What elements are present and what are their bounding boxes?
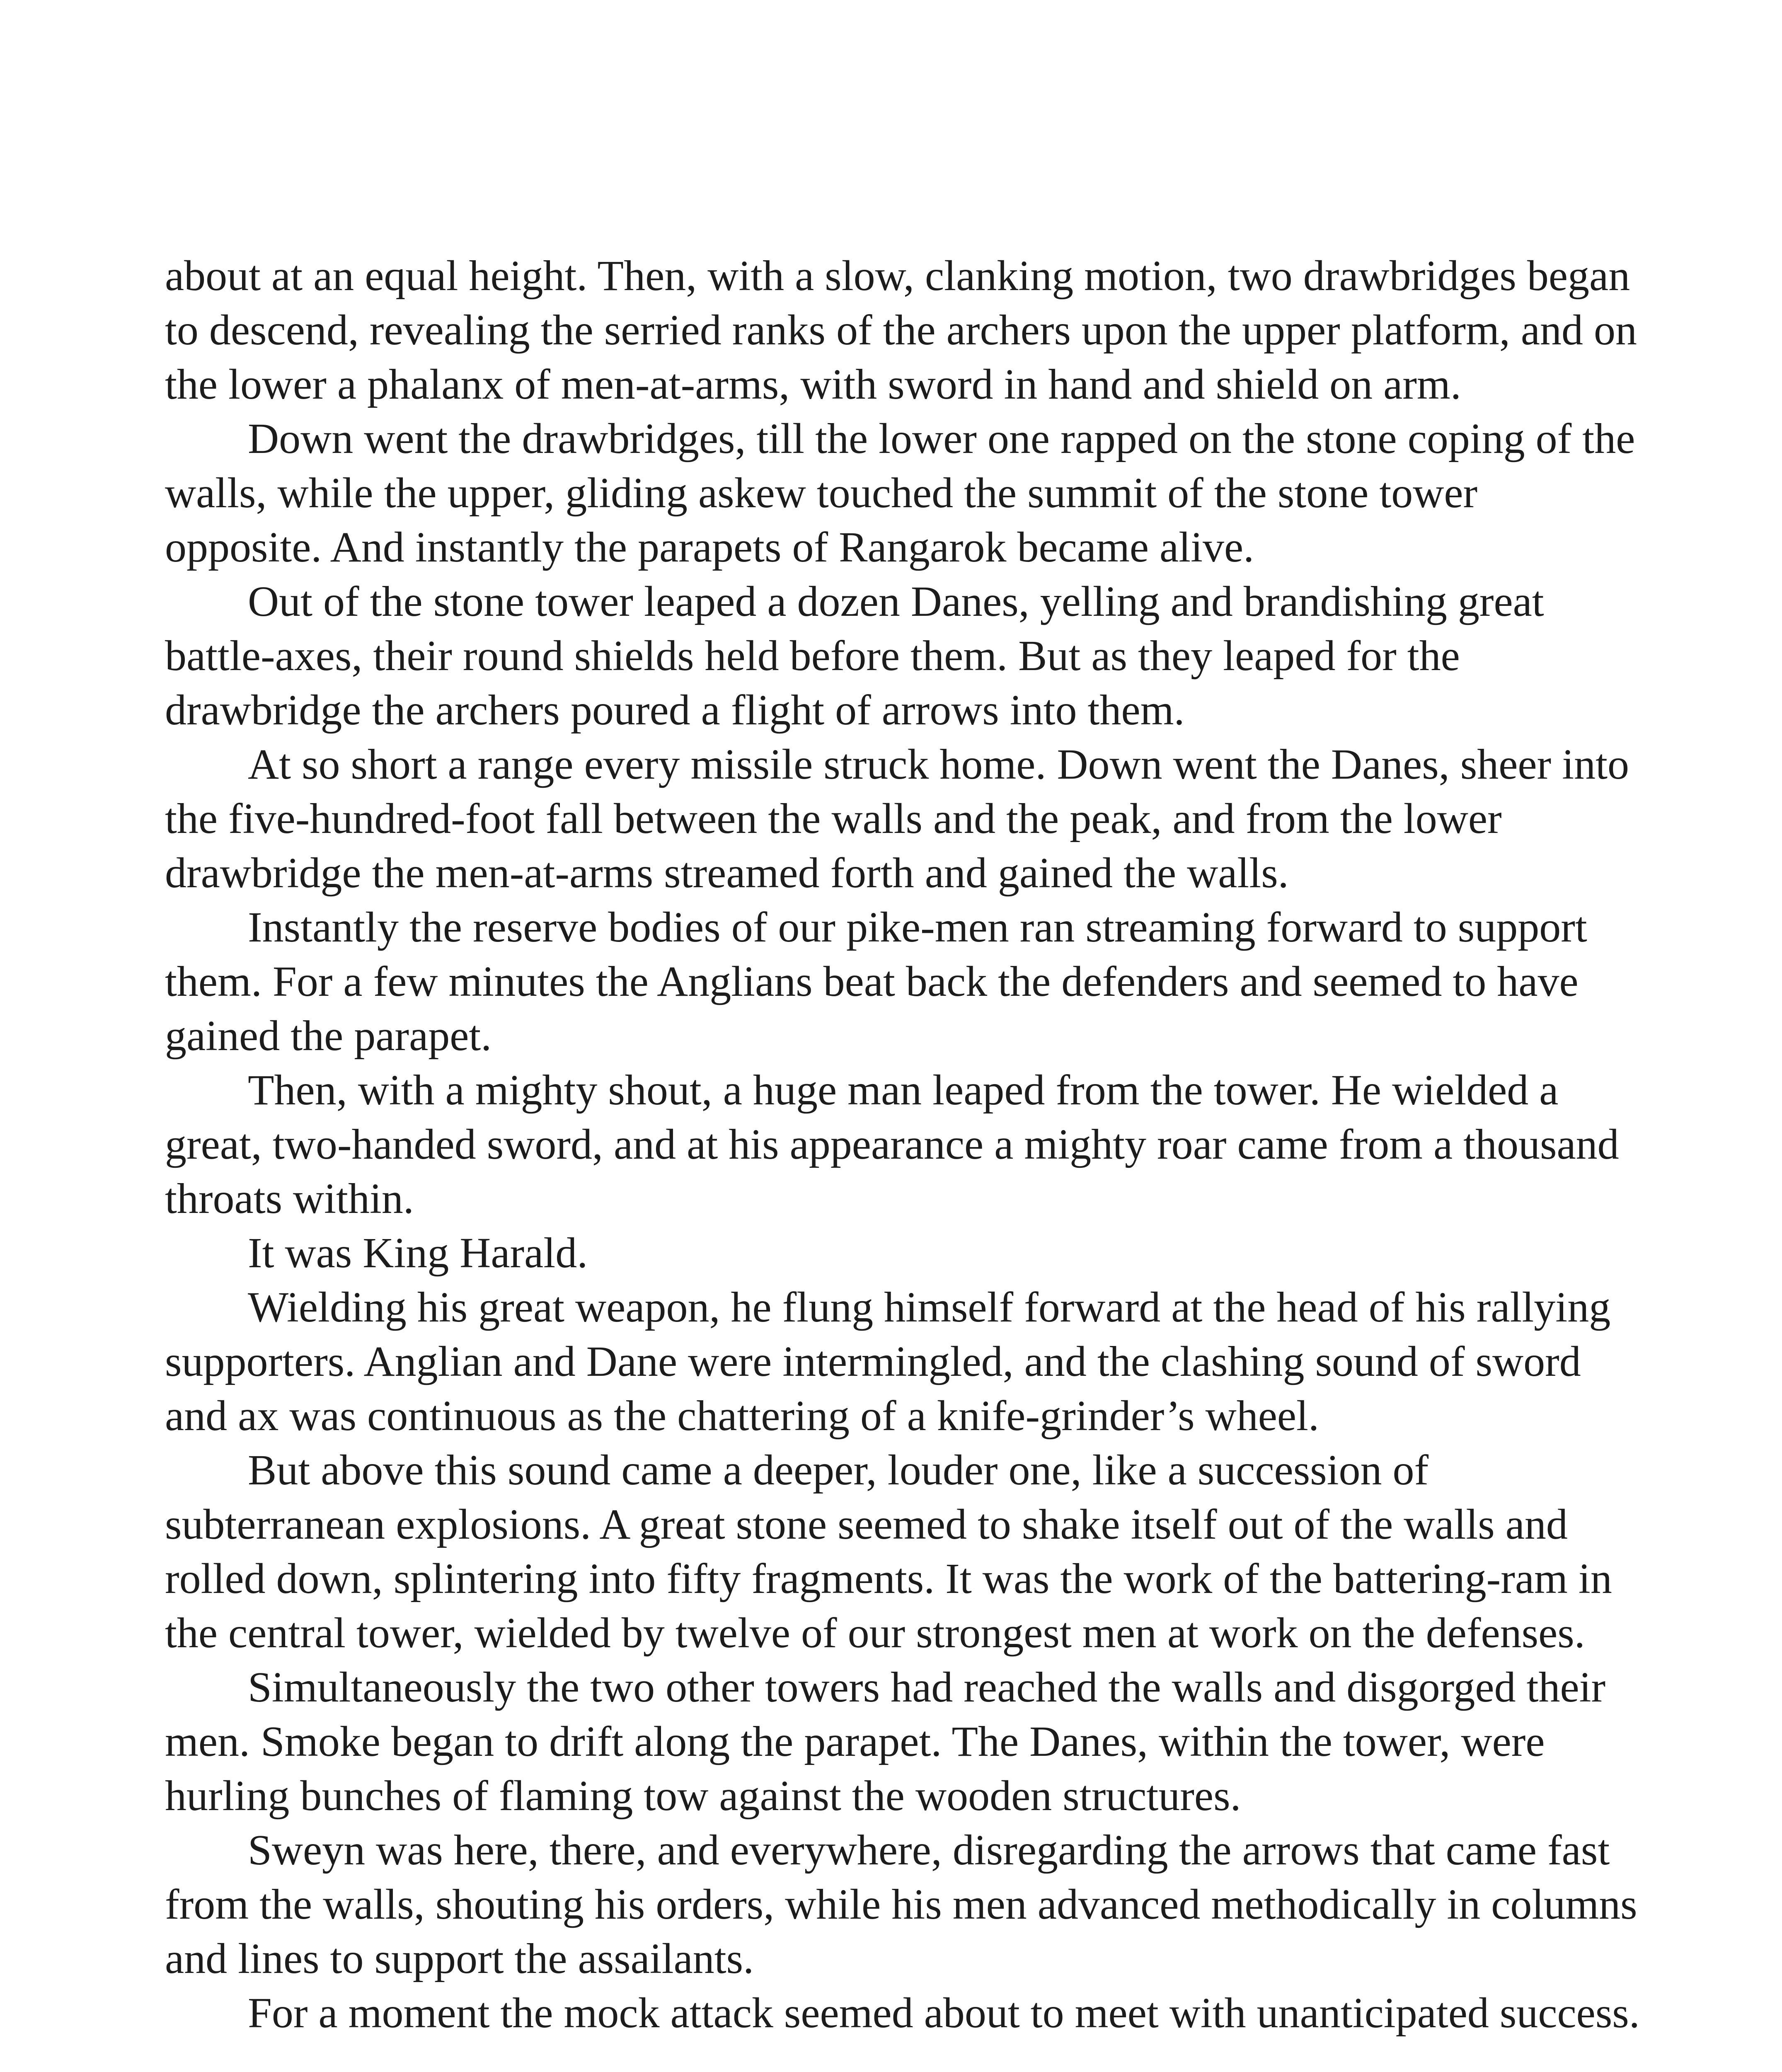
paragraph-12: For a moment the mock attack seemed about to meet with unanticipated success. (248, 1989, 1640, 2037)
paragraph-10: Simultaneously the two other towers had reached the walls and disgorged their men. Smoke began to drift along the parapet. The Danes, within the tower, were hurling bunches of flaming tow against the wooden structures. (165, 1663, 1606, 1820)
paragraph-1: about at an equal height. Then, with a slow, clanking motion, two drawbridges began to descend, revealing the serried ranks of the archers upon the upper platform, and on the lower a phalanx of men-at-arms, with sword in hand and shield on arm. (165, 252, 1637, 408)
paragraph-5: Instantly the reserve bodies of our pike-men ran streaming forward to support them. For a few minutes the Anglians beat back the defenders and seemed to have gained the parapet. (165, 903, 1587, 1060)
paragraph-7: It was King Harald. (248, 1229, 588, 1277)
paragraph-4: At so short a range every missile struck home. Down went the Danes, sheer into the five-hundred-foot fall between the walls and the peak, and from the lower drawbridge the men-at-arms streamed forth and gained the walls. (165, 741, 1629, 897)
paragraph-3: Out of the stone tower leaped a dozen Danes, yelling and brandishing great battle-axes, their round shields held before them. But as they leaped for the drawbridge the archers poured a flight of arrows into them. (165, 578, 1544, 734)
paragraph-6: Then, with a mighty shout, a huge man leaped from the tower. He wielded a great, two-handed sword, and at his appearance a mighty roar came from a thousand throats within. (165, 1066, 1619, 1222)
paragraph-9: But above this sound came a deeper, louder one, like a succession of subterranean explosions. A great stone seemed to shake itself out of the walls and rolled down, splintering into fifty fragments. It was the work of the battering-ram in the central tower, wielded by twelve of our strongest men at work on the defenses. (165, 1446, 1612, 1657)
paragraph-2: Down went the drawbridges, till the lower one rapped on the stone coping of the walls, while the upper, gliding askew touched the summit of the stone tower opposite. And instantly the parapets of Rangarok became alive. (165, 415, 1635, 571)
paragraph-8: Wielding his great weapon, he flung himself forward at the head of his rallying supporters. Anglian and Dane were intermingled, and the clashing sound of sword and ax was continuous as the chattering of a knife-grinder’s wheel. (165, 1283, 1611, 1440)
paragraph-11: Sweyn was here, there, and everywhere, disregarding the arrows that came fast from the walls, shouting his orders, while his men advanced methodically in columns and lines to support the assailants. (165, 1826, 1637, 1982)
body-text (165, 249, 1640, 2040)
